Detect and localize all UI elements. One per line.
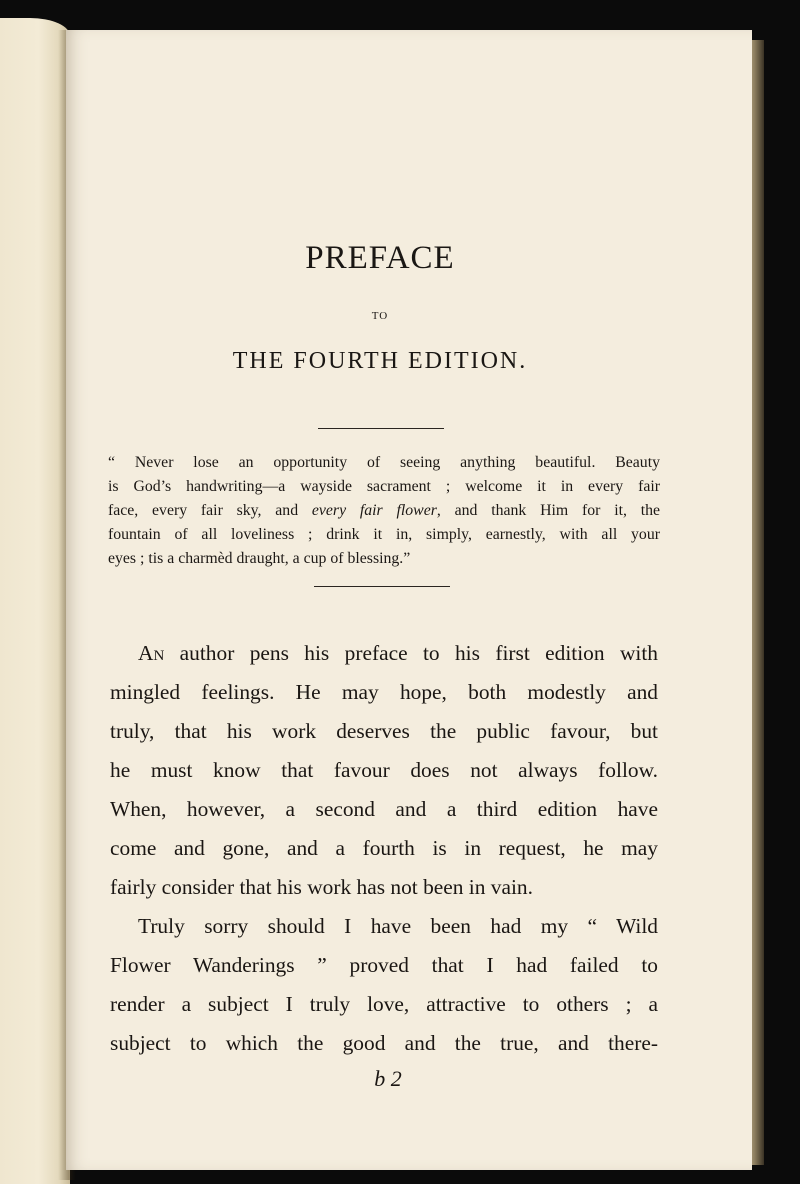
body-line: render a subject I truly love, attractive to others ; a [110,992,658,1016]
body-line: When, however, a second and a third edition have [110,797,658,821]
epigraph-line: face, every fair sky, and every fair flower, and thank Him for it, the [108,502,661,519]
divider-bottom [314,586,450,587]
body-line: fairly consider that his work has not been in vain. [110,875,533,899]
first-word: An [138,641,165,665]
signature-mark: b 2 [374,1066,402,1091]
body-line: An author pens his preface to his first edition with [138,641,658,665]
body-line: Flower Wanderings ” proved that I had failed to [110,953,658,977]
body-text [110,634,658,1063]
body-line: subject to which the good and the true, and there- [110,1031,658,1055]
page-title: PREFACE [305,240,455,276]
title-connector: TO [371,310,389,322]
epigraph [108,451,660,571]
body-line: Truly sorry should I have been had my “ Wild [138,914,658,938]
page-subtitle: THE FOURTH EDITION. [232,348,528,374]
body-line: truly, that his work deserves the public favour, but [110,719,658,743]
divider-top [318,428,444,429]
body-line: come and gone, and a fourth is in request, he may [110,836,658,860]
epigraph-line: is God’s handwriting—a wayside sacrament ; welcome it in every fair [108,478,660,495]
body-line: he must know that favour does not always follow. [110,758,658,782]
body-line: mingled feelings. He may hope, both modestly and [110,680,658,704]
epigraph-line: eyes ; tis a charmèd draught, a cup of blessing.” [108,550,411,567]
epigraph-line: fountain of all loveliness ; drink it in, simply, earnestly, with all your [108,526,660,543]
epigraph-line: “ Never lose an opportunity of seeing anything beautiful. Beauty [108,454,660,471]
